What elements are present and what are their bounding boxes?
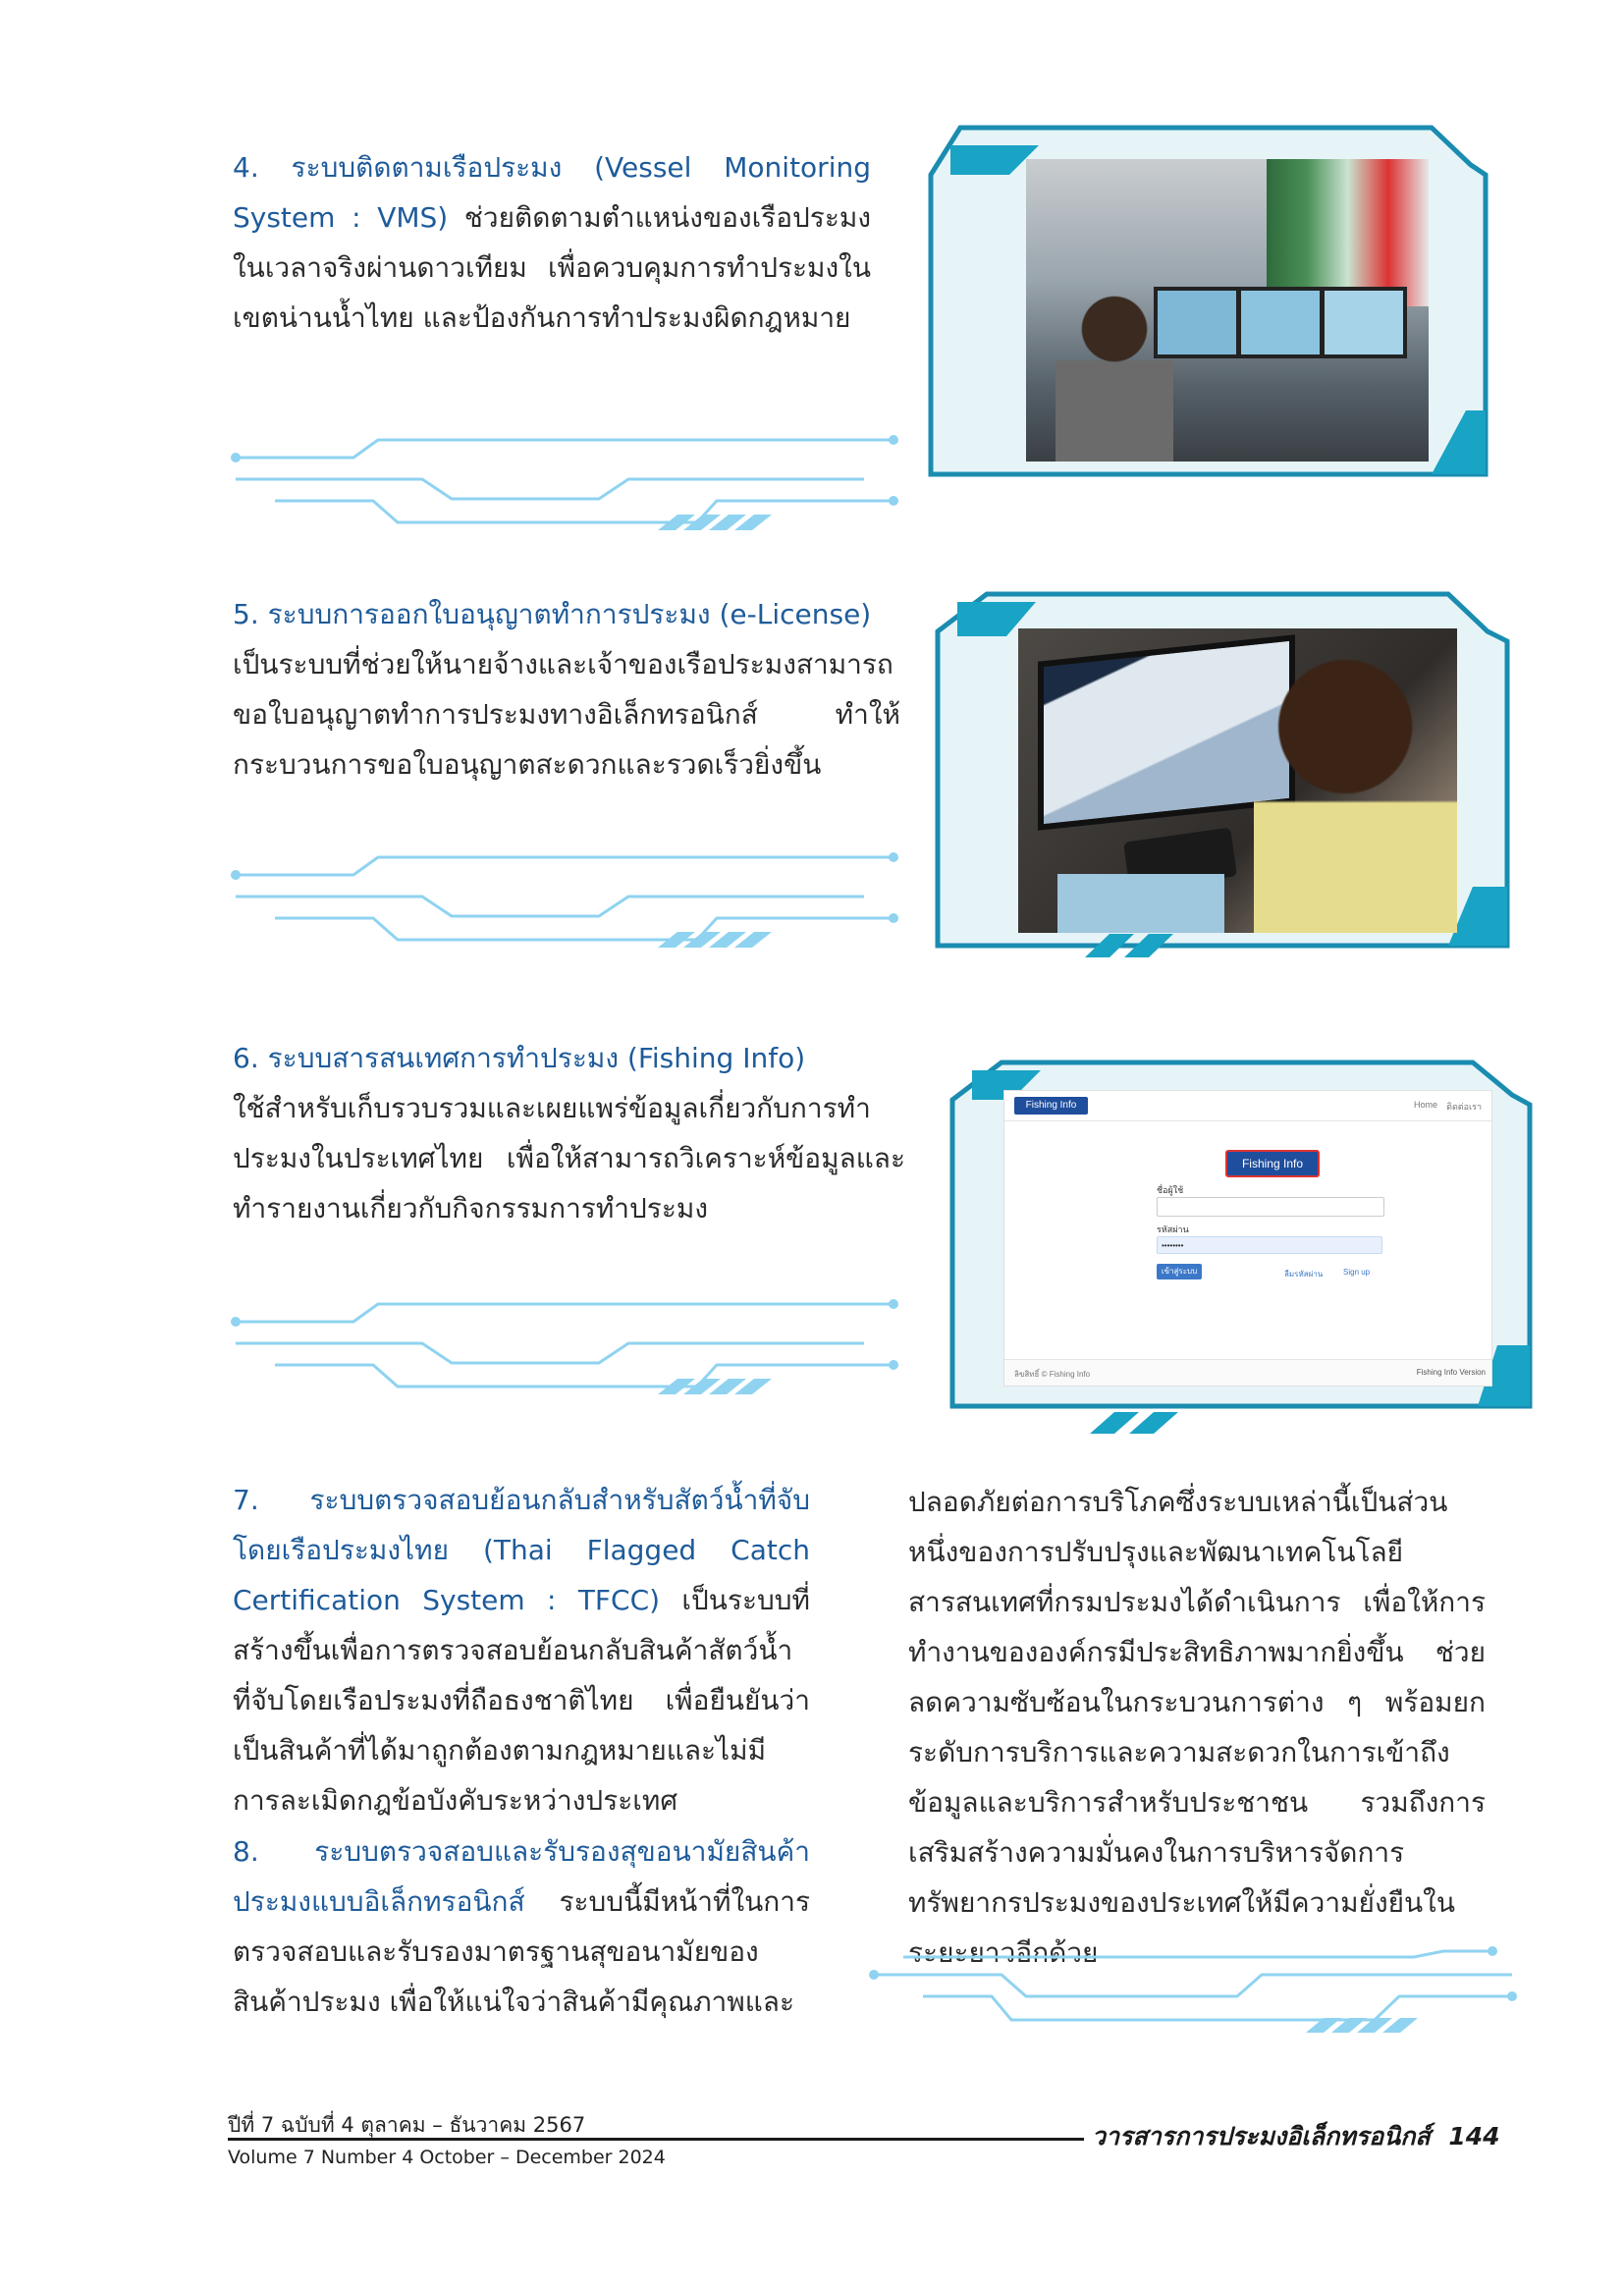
section-7-heading: 7. ระบบตรวจสอบย้อนกลับสำหรับสัตว์น้ำที่จับโดยเรือประมงไทย (Thai Flagged Catch Certification System : TFCC) [233,1484,810,1616]
forgot-password-link[interactable]: ลืมรหัสผ่าน [1284,1270,1324,1279]
nav-contact-link[interactable]: ติดต่อเรา [1446,1102,1482,1112]
screen-footer [1004,1359,1491,1386]
password-label: รหัสผ่าน [1157,1225,1189,1234]
nav-home-link[interactable]: Home [1413,1100,1437,1110]
header-logo[interactable]: Fishing Info [1014,1097,1088,1115]
circuit-decoration [864,1939,1532,2057]
vms-control-room-photo [1026,159,1429,462]
section-8-body: ระบบนี้มีหน้าที่ในการตรวจสอบและรับรองมาตรฐานสุขอนามัยของสินค้าประมง เพื่อให้แน่ใจว่าสินค้ามีคุณภาพและ [233,1885,810,2018]
circuit-decoration [226,840,913,957]
footer-issue-en: Volume 7 Number 4 October – December 2024 [228,2147,666,2168]
woman-figure [1254,638,1457,933]
footer-rule [228,2138,1084,2141]
section-8-heading: 8. ระบบตรวจสอบและรับรองสุขอนามัยสินค้าประมงแบบอิเล็กทรอนิกส์ [233,1835,810,1918]
blue-cloth [1057,874,1224,933]
page-number: 144 [1448,2122,1500,2150]
section-6-body: ใช้สำหรับเก็บรวบรวมและเผยแพร่ข้อมูลเกี่ยวกับการทำประมงในประเทศไทย เพื่อให้สามารถวิเคราะห์ข้อมูลและทำรายงานเกี่ยวกับกิจกรรมการทำประมง [233,1092,905,1225]
screen-header [1004,1091,1491,1121]
section-5-text [233,589,900,789]
section-8-text [233,1826,810,2027]
section-6-text [233,1033,905,1233]
section-6-heading: 6. ระบบสารสนเทศการทำประมง (Fishing Info) [233,1042,806,1074]
center-logo: Fishing Info [1225,1150,1320,1177]
footer-journal [1092,2117,1500,2156]
section-7-text [233,1475,810,1825]
section-4-heading: 4. ระบบติดตามเรือประมง (Vessel Monitoring System : VMS) [233,151,871,234]
section-4-text [233,142,871,343]
operator-figure [1056,292,1173,462]
footer-version: Fishing Info Version [1416,1368,1486,1377]
password-input[interactable]: •••••••• [1157,1236,1382,1254]
section-4-body: ช่วยติดตามตำแหน่งของเรือประมงในเวลาจริงผ่านดาวเทียม เพื่อควบคุมการทำประมงในเขตน่านน้ำไทย และป้องกันการทำประมงผิดกฎหมาย [233,201,871,334]
footer-issue-th: ปีที่ 7 ฉบับที่ 4 ตุลาคม – ธันวาคม 2567 [228,2113,586,2137]
username-input[interactable] [1157,1197,1384,1217]
circuit-decoration [226,1286,913,1404]
video-wall [1267,159,1429,306]
fishing-info-login-screen [1003,1090,1492,1387]
username-label: ชื่อผู้ใช้ [1157,1185,1184,1195]
conclusion-paragraph: ปลอดภัยต่อการบริโภคซึ่งระบบเหล่านี้เป็นส่วนหนึ่งของการปรับปรุงและพัฒนาเทคโนโลยีสารสนเทศที่กรมประมงได้ดำเนินการ เพื่อให้การทำงานขององค์กรมีประสิทธิภาพมากยิ่งขึ้น ช่วยลดความซับซ้อนในกระบวนการต่าง ๆ พร้อมยกระดับการบริการและความสะดวกในการเข้าถึงข้อมูลและบริการสำหรับประชาชน รวมถึงการเสริมสร้างความมั่นคงในการบริหารจัดการทรัพยากรประมงของประเทศให้มีความยั่งยืนในระยะยาวอีกด้วย [908,1486,1486,1969]
section-7-body: เป็นระบบที่สร้างขึ้นเพื่อการตรวจสอบย้อนกลับสินค้าสัตว์น้ำที่จับโดยเรือประมงที่ถือธงชาติไทย เพื่อยืนยันว่าเป็นสินค้าที่ได้มาถูกต้องตามกฎหมายและไม่มีการละเมิดกฎข้อบังคับระหว่างประเทศ [233,1584,810,1817]
login-button[interactable]: เข้าสู่ระบบ [1157,1264,1202,1279]
circuit-decoration [226,422,913,540]
signup-link[interactable]: Sign up [1343,1268,1371,1277]
monitor [1321,287,1407,358]
footer-copyright: ลิขสิทธิ์ © Fishing Info [1014,1370,1091,1379]
monitor [1237,287,1324,358]
section-5-heading: 5. ระบบการออกใบอนุญาตทำการประมง (e-License) [233,598,872,630]
elicense-office-photo [1018,628,1457,933]
section-5-body: เป็นระบบที่ช่วยให้นายจ้างและเจ้าของเรือประมงสามารถขอใบอนุญาตทำการประมงทางอิเล็กทรอนิกส์ ทำให้กระบวนการขอใบอนุญาตสะดวกและรวดเร็วยิ่งขึ้น [233,648,900,781]
journal-title: วารสารการประมงอิเล็กทรอนิกส์ [1092,2122,1431,2150]
